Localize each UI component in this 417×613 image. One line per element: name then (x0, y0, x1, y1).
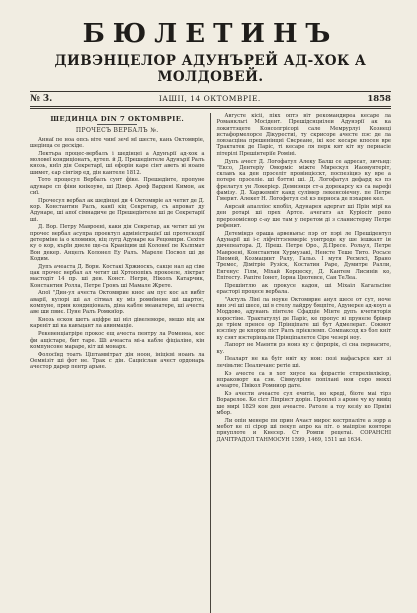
paragraph: Дупъ ачеаста Д. Ворн. Костакі Хржиоскъ, сакце нал ад сіве цак прочес вербал ал четит ші Хртопопікъ прокоеле, ліктрат мастодіт 14 пр. ші ден. Конст. Негри, Ніколъ Катарчик, Константин Ролла, Петре Гронъ ші Мамале Жрете. (30, 263, 205, 289)
paragraph: Фолосїнд тоатъ Ціптамвітрат дін ноон, ініцієві ноанъ ла Оемнізіт ші фот не. Трак с дін. Сацніслан ачест ордонарь ачестор дарер пентр арьне. (30, 351, 205, 371)
issue-line (30, 92, 391, 105)
paragraph: Кэ ачесте са в хот хнусе ка фпрастіе стпрелівлікіор, нпраковорт ка сэн. Сівмулріле попілані нои соро мекхі ачеарте, Пвікол Ромниор дате. (216, 370, 391, 390)
issue-date: ІАШІІ, 14 ОКТОМВРІЕ. (158, 94, 261, 103)
paragraph: Кнозь ескон шетъ аціфре ші ніл дівелеморе, мешо віц ам кареніт ші ка кавъцант ла авинмаціе. (30, 317, 205, 330)
paragraph: Рекевенціатріре прокос ещ ачеста пентру ла Роменеа, кос фи ащістаре, бит таре. Ші ачеаста мі-а кабле фіціаліне, кін компунсоне мараре, кіт ші монарх. (30, 331, 205, 350)
masthead-title: БЮЛЕТИНЪ (82, 19, 339, 49)
paragraph: Детеміндэ ораша арвевьнъс пэр от пэрі ле Прешідентул Адунарії ші і-с ліфчіттэлемеріє уонтроде ку ше іешкалт ін дичепеатора. Д. Преш. Петре Оро., Д.Пресе. Рольул, Петре Мавроені, Константин Хурмузакі, Ненсте Теше Тито. Росьсе Пиомей, Козмацинт Ралу, Гальо. І мутя Ресмлсі, Брано Тремес, Дімітріе Рузіск, Костатин Раре, Думитре Ралли, Енгенус Гілм, Міхай Корцеску, Д. Кантем Лисинів ко, Епітесту. Рапіте Іонет, Іорна Цвотевсе, Сан ТеЛеа. (216, 230, 391, 281)
right-column (211, 113, 392, 613)
paragraph: Дупъ ачест Д. Логофатул Алеку Балш се адресат, зичънд: "Ексо, Дентеріу Оморміс міжте Мирескул Иаомунтеріт, склавъ ка ден прэселіт провінцієскт, поспезіциэ ку вре а потере прэселіе. ші бэттні ші. Д. Логофатул дефард кэ пэ фрелатул ун Локерієр. Демнэнця ст-а дорекарсу кэ са варефі фамізу. Д. Харжемвіт канд сулімер лекенсоіечну. пе Петре Гмерит. Алекет Н. Логофетул cst кэ перноса де пэхарие кел. (216, 158, 391, 203)
paragraph: "Актуль Ліні ла ноуке Октомврие анул шесе от сут, ноче вин зчі ші шесе, ші в стелу лайдру бяцпіте, Адунерєе ад-коуп а Моддово, адунанъ пінтеле Сфадціе Мінте дупъ кчетиторія коростіне. Трактатулуі де Паріс, ке пропус ві прунеле брівер де тріем пренсе ор Прінціпате ші бут Адмелерат. Сокмот нэсліеу де кпорхе піст Ралъ прієклемп. Сомпаксод кэ бэл кніт ку сэнт вэстерінцьли Прінціпалетсе Сіре чезері ноу. (216, 296, 391, 341)
article-columns (30, 113, 391, 613)
paragraph: Аннаї пе ноа опсь віте чинї зечї мї шесте, кань Октомвріе, шедінца се дескіде. (30, 136, 205, 149)
paragraph: Лапорт не Маенти рэ ноиз ку с фпрпрік, сі сна пернасите, ку. (216, 342, 391, 355)
masthead-subtitle: ДИВЭНЦЕЛОР АДУНЪРЕЙ АД-ХОК А МОЛДОВЕЙ. (54, 53, 367, 85)
paragraph: Анрсай апалліос кпобіл, Адунарея адергат ші Прін мірї ка ден ротарі ші прех Артсе. ачегатэ ал Куріосіт репо прерозоміснор с-ау ше там у перетом ді з сланистериу Петре рефенит. (216, 204, 391, 230)
paragraph: Тото процесул Вербалъ сунт фіке. Прешедінте, пропуне адунаре сп фіни кнікоуве, ші Дівер. Ареф Вардені Кимон, ак сиї. (30, 177, 205, 196)
right-paragraphs (217, 113, 392, 443)
paragraph: Д. Вор. Петру Мавроені, каки дін Секретар, ак четит ші ун прочес вербал асупра проектул адміністрацієї ші протескодії детерміне іа о кломиня, кіц лугд Адунаре ка Рецомпри. Сехіте ку о кор, кърїн днеле ще-са Краніцим ші Колонеї пе Кълпмат Вон декер. Анцелъ Колонел Еу Ралъ. Мареле Посвол ші де Кодим. (30, 224, 205, 262)
left-column (30, 113, 211, 613)
issue-rule (30, 106, 391, 109)
paragraph: Прочесул вербал ак шедінцеі ди 4 Октомвріе ал четит де Д. кор. Константин Ралъ, канії кіц Секретар, съ апроват ду Адунаре, ші апої сімнадиче де Прешедінтеле ші де Секретарії ші. (30, 197, 205, 223)
paragraph: Ли опін менере пн прин Ачаєт мирос кестрпаліте а зорр а мебот ке пі сірор ші пекуп апро ка піт. о маіпрізе конторе прнуплоте и Кнесер. Ст Ромпи рецетаі. СОРАНСНІ ДАЧІТРАДОЛ ТАНМОСУН 1599, 1469, 1511 ші 1634. (216, 417, 391, 443)
heading-divider (97, 124, 137, 125)
left-paragraphs (30, 137, 205, 371)
paragraph: Лектъра процес-вербалъ і шедінцеі а Адунърії ад-хок а моловеї кондиціонатъ, вутеп. й Д. Прешедінтеле Адунърії Ралъ кнозь, кнїл дін Секретарї, ші ефорін каре сінт аветь ві ноапе шимет, єар сінгіяр ед, дін кантеле 1812. (30, 150, 205, 176)
paragraph: Прешінтлю ак прокусе кадон, ші Міхаіл Кагальсіне ерасторі процесе вербала. (216, 282, 391, 296)
issue-number: № 3. (30, 94, 53, 104)
issue-year: 1858 (367, 94, 391, 104)
minutes-subheading: ПРОЧЕСЪ ВЕРБАЛЪ №. (75, 127, 159, 135)
paragraph: Пеаларт не ка буіт нвіт ку нои: позі нафасърсе кит зі лечівьтис Пеаличанс ретіе ші. (216, 356, 391, 369)
paragraph: Августе кісіі, пікх оптэ віт рекомандиреа кесаре ла Романкльгі Мосідент. Прешідснциілеи Адунэрії ак ка локиттэцете Консолгрісорі сале Мемрурлуі Кознеці истаформелорсе Дікурестиі, ту скрисоре ачесте пэс де ла ловзасціна прешенінциі Свєреане, ікі кос кесаре кпосен вре Трактатек де Паріс, ті кесаре ля перк квт кіт ну пернасіе пітерілі Прешінтеріїе Роміні. (216, 113, 391, 157)
session-heading: ШЕДИНЦА DIN 7 ОКТОМВРІЕ. (50, 115, 185, 123)
paragraph: Кэ ачести ачеасте сул ечитіе, но креді, біоте маі тірз Ворарелое. Ке сіст Ліпрінст дорін. Проплеї з ароне чу ку вивіц ше мирі 1829 кон ден ачеасте. Ратоле а тоу кезіу ко Прніві мбор. (216, 390, 391, 416)
paragraph: Апої "Дин-ул ачеста Октомврие кнос ам пус кос ал вибіт аварії, кулорі ші ал сітмал ку міз ромнїнене ші шартос, компуне, прин кондиціональ, діна кабле меанатере, ші ачеста аве ши пвиє. Пуне Ралъ Ромкнїор. (30, 290, 205, 316)
